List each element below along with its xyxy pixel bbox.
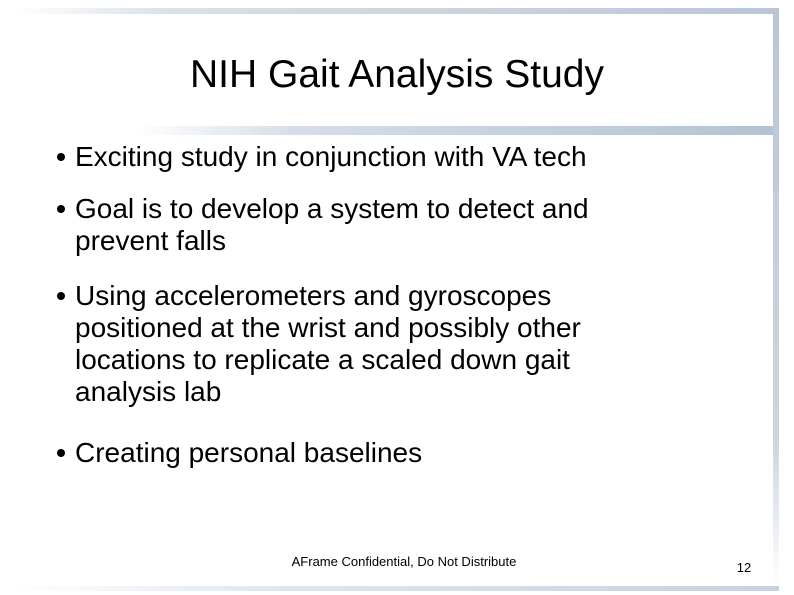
- slide-title: NIH Gait Analysis Study: [190, 53, 604, 96]
- bullet-text: Exciting study in conjunction with VA tech: [75, 141, 587, 172]
- bullet-text: Using accelerometers and gyroscopes positioned at the wrist and possibly other locations to replicate a scaled down gait analysis lab: [75, 280, 581, 407]
- bullet-text: Creating personal baselines: [75, 437, 423, 468]
- bullet-dot-icon: [57, 449, 65, 457]
- bullet-dot-icon: [57, 153, 65, 161]
- page-number: 12: [736, 560, 752, 575]
- bullet-dot-icon: [57, 205, 65, 213]
- confidential-footer: AFrame Confidential, Do Not Distribute: [291, 554, 517, 569]
- bullet-text: Goal is to develop a system to detect and prevent falls: [75, 193, 589, 256]
- bullet-dot-icon: [57, 292, 65, 300]
